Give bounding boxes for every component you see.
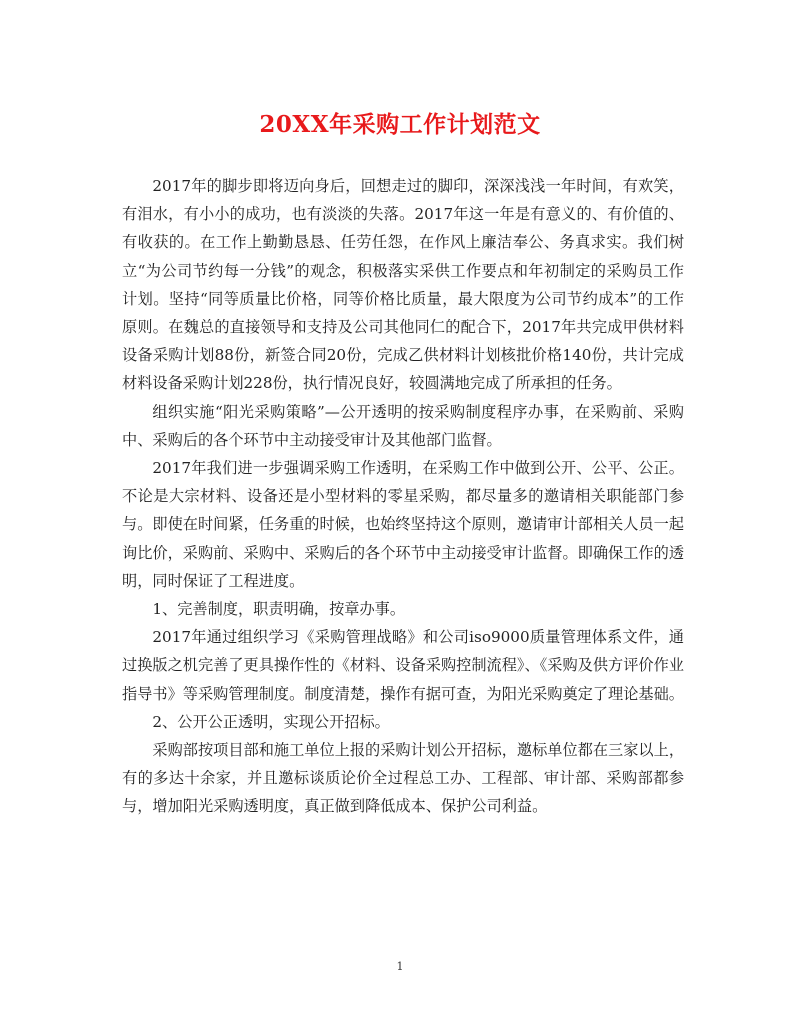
document-body xyxy=(122,172,684,821)
paragraph-transparency: 2017年我们进一步强调采购工作透明，在采购工作中做到公开、公平、公正。不论是大宗材料、设备还是小型材料的零星采购，都尽量多的邀请相关职能部门参与。即使在时间紧，任务重的时候，也始终坚持这个原则，邀请审计部相关人员一起询比价，采购前、采购中、采购后的各个环节中主动接受审计监督。即确保工作的透明，同时保证了工程进度。 xyxy=(122,459,684,590)
paragraph-heading-1: 1、完善制度，职责明确，按章办事。 xyxy=(152,600,406,619)
paragraph-system-improvement: 2017年通过组织学习《采购管理战略》和公司iso9000质量管理体系文件，通过换版之机完善了更具操作性的《材料、设备采购控制流程》、《采购及供方评价作业指导书》等采购管理制度。制度清楚，操作有据可查，为阳光采购奠定了理论基础。 xyxy=(122,628,684,703)
paragraph-heading-2: 2、公开公正透明，实现公开招标。 xyxy=(152,712,390,731)
document-title: 20XX年采购工作计划范文 xyxy=(259,111,541,138)
page-number: 1 xyxy=(396,960,404,973)
paragraph-sunshine-strategy: 组织实施“阳光采购策略”—公开透明的按采购制度程序办事，在采购前、采购中、采购后的各个环节中主动接受审计及其他部门监督。 xyxy=(122,402,684,449)
paragraph-intro: 2017年的脚步即将迈向身后，回想走过的脚印，深深浅浅一年时间，有欢笑，有泪水，有小小的成功，也有淡淡的失落。2017年这一年是有意义的、有价值的、有收获的。在工作上勤勤恳恳、任劳任怨，在作风上廉洁奉公、务真求实。我们树立“为公司节约每一分钱”的观念，积极落实采供工作要点和年初制定的采购员工作计划。坚持“同等质量比价格，同等价格比质量，最大限度为公司节约成本”的工作原则。在魏总的直接领导和支持及公司其他同仁的配合下，2017年共完成甲供材料设备采购计划88份，新签合同20份，完成乙供材料计划核批价格140份，共计完成材料设备采购计划228份，执行情况良好，较圆满地完成了所承担的任务。 xyxy=(122,177,684,393)
paragraph-public-tender: 采购部按项目部和施工单位上报的采购计划公开招标，邀标单位都在三家以上，有的多达十余家，并且邀标谈质论价全过程总工办、工程部、审计部、采购部都参与，增加阳光采购透明度，真正做到降低成本、保护公司利益。 xyxy=(122,741,684,816)
